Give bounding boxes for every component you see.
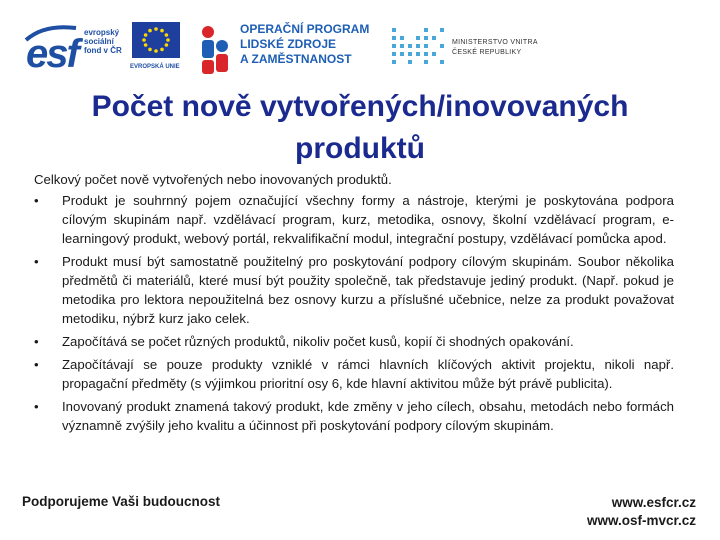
oplzz-logo [198,16,388,80]
oplzz-figures-icon [198,24,232,76]
list-item-text: Produkt musí být samostatně použitelný pro poskytování podpory cílovým skupinám. Soubor několika předmětů či materiálů, které musí být použity společně, tak představuje jediný produkt. (Např. pokud je metodika pro lektora nepoužitelná bez osnovy kurzu a příslušné učebnice, nelze za produkt považovat metodiku, nýbrž kurz jako celek. [62,254,674,326]
logo-bar [0,14,720,80]
intro-text: Celkový počet nově vytvořených nebo inovovaných produktů. [34,172,392,187]
ministry-logo [390,24,560,74]
list-item [34,252,674,328]
bullet-icon: • [34,399,39,414]
content-body [34,170,674,439]
list-item [34,191,674,248]
ministry-dots-icon [390,24,446,70]
bullet-icon: • [34,357,39,372]
page-title: Počet nově vytvořených/inovovaných produktů [91,90,629,165]
list-item-text: Inovovaný produkt znamená takový produkt, kde změny v jeho cílech, obsahu, metodách nebo formách významně zvýšily jeho kvalitu a účinnost při poskytování podpory cílovým skupinám. [62,399,674,433]
eu-flag-icon [132,22,180,58]
esf-wordmark: esf [26,32,78,76]
list-item [34,397,674,435]
eu-caption: EVROPSKÁ UNIE [130,64,180,70]
esf-logo [22,18,182,80]
bullet-list [34,191,674,435]
ministry-caption: MINISTERSTVO VNITRA ČESKÉ REPUBLIKY [452,39,538,56]
oplzz-caption: OPERAČNÍ PROGRAM LIDSKÉ ZDROJE A ZAMĚSTNANOST [240,22,370,66]
bullet-icon: • [34,334,39,349]
footer-slogan: Podporujeme Vaši budoucnost [22,494,221,509]
footer-links [587,494,696,530]
footer-link-osf[interactable]: www.osf-mvcr.cz [586,513,696,528]
list-item-text: Produkt je souhrnný pojem označující všechny formy a nástroje, kterými je poskytována podpora cílovým skupinám např. vzdělávací program, kurz, metodika, osnovy, školní vzdělávací program, e-learningový produkt, webový portál, rekvalifikační modul, integrační postupy, vzdělávací pomůcka apod. [62,193,674,246]
list-item-text: Započítává se počet různých produktů, nikoliv počet kusů, kopií či shodných opakování. [62,334,574,349]
list-item-text: Započítávají se pouze produkty vzniklé v rámci hlavních klíčových aktivit projektu, nikoli např. propagační předměty (s výjimkou prioritní osy 6, kde hlavní aktivitou může být právě publicita). [62,357,674,391]
bullet-icon: • [34,193,39,208]
footer-link-esfcr[interactable]: www.esfcr.cz [611,495,696,510]
list-item [34,332,674,351]
esf-caption: evropský sociální fond v ČR [84,28,122,55]
list-item [34,355,674,393]
bullet-icon: • [34,254,39,269]
